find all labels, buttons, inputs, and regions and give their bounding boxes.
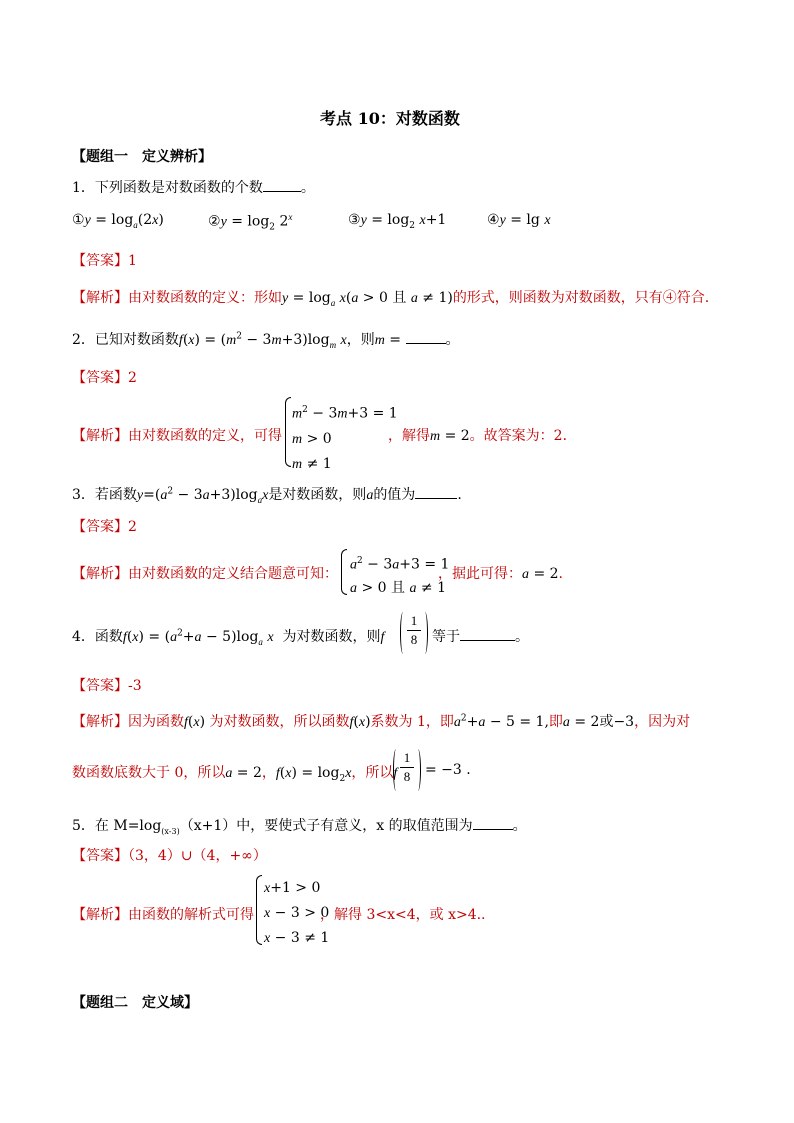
- system-brace: [341, 549, 347, 595]
- answer-blank: [263, 177, 301, 192]
- question-4-analysis-line-2: 数函数底数大于 0，所以a = 2，$f(x) = \log_2x$，所以f: [72, 765, 398, 784]
- question-4-answer: 【答案】-3: [72, 678, 142, 694]
- section-heading-domain: 【题组二 定义域】: [72, 995, 198, 1011]
- question-5-analysis: 【解析】由函数的解析式可得: [72, 907, 254, 923]
- question-5-answer: 【答案】（3，4）∪（4，+∞）: [72, 848, 267, 864]
- question-2-analysis-result: ，解得m = 2。故答案为：2．: [388, 428, 577, 444]
- question-5-stem: 5．在 $M=\log_{(x-3)}(x+1)$中，要使式子有意义，x 的取值范围为 。: [72, 815, 527, 836]
- question-3-answer: 【答案】2: [72, 519, 137, 535]
- question-3-system: $a^2 - 3a+3 = 1$ a > 0 且 a ≠ 1: [350, 556, 450, 596]
- question-1-option-1: ①y = $\log_a(2x)$: [72, 212, 164, 230]
- question-3-stem: 3．若函数$y=(a^2 - 3a+3)\log_ax$是对数函数，则a的值为 .: [72, 484, 462, 505]
- question-1-option-4: ④y = lg x: [487, 212, 551, 228]
- question-3-analysis-result: ，据此可得：a = 2.: [438, 566, 563, 582]
- page-title: 考点 10：对数函数: [320, 109, 460, 128]
- question-1-stem: 1．下列函数是对数函数的个数 。: [72, 177, 315, 197]
- question-2-answer: 【答案】2: [72, 370, 137, 386]
- right-paren: [422, 612, 428, 654]
- system-brace: [256, 875, 262, 945]
- question-4-stem-end: 等于 。: [432, 626, 529, 646]
- question-1-option-3: ③y = $\log_2 x+1$: [348, 212, 447, 231]
- fraction-one-eighth: 1 8: [407, 613, 421, 648]
- question-4-analysis: 【解析】因为函数f(x) 为对数函数，所以函数f(x)系数为 1，即$a^2+a - 5 = 1$,即a = 2或−3，因为对: [72, 713, 691, 730]
- question-5-analysis-result: ，解得 3<x<4，或 x>4..: [320, 907, 486, 923]
- question-3-analysis: 【解析】由对数函数的定义结合题意可知：: [72, 566, 338, 582]
- fraction-one-eighth: 1 8: [400, 750, 414, 785]
- system-brace: [285, 397, 291, 467]
- question-4-result: = −3 .: [425, 762, 471, 778]
- answer-blank: [406, 329, 446, 344]
- question-4-stem: 4．函数$f(x) = (a^2+a - 5)\log_a$ x 为对数函数，则f: [72, 628, 385, 647]
- question-5-system: x+1 > 0 x − 3 > 0 x − 3 ≠ 1: [264, 880, 330, 946]
- right-paren: [415, 749, 421, 791]
- question-1-option-2: ②y = $\log_2 2^x$: [208, 212, 293, 233]
- answer-blank: [473, 815, 513, 830]
- question-2-stem: 2．已知对数函数$f(x) = (m^2 - 3m+3)\log_m$ x，则m = 。: [72, 329, 460, 350]
- question-1-answer: 【答案】1: [72, 253, 137, 269]
- answer-blank: [415, 484, 457, 499]
- question-2-analysis: 【解析】由对数函数的定义，可得: [72, 428, 282, 444]
- question-2-system: $m^2 - 3m+3 = 1$ m > 0 m ≠ 1: [292, 405, 398, 472]
- answer-blank: [460, 626, 515, 641]
- left-paren: [393, 749, 399, 791]
- question-1-analysis: 【解析】由对数函数的定义：形如$y = \log_a x(a > 0$ 且 a ≠ 1)的形式，则函数为对数函数，只有④符合.: [72, 290, 710, 308]
- left-paren: [400, 612, 406, 654]
- section-heading-definition: 【题组一 定义辨析】: [72, 149, 212, 165]
